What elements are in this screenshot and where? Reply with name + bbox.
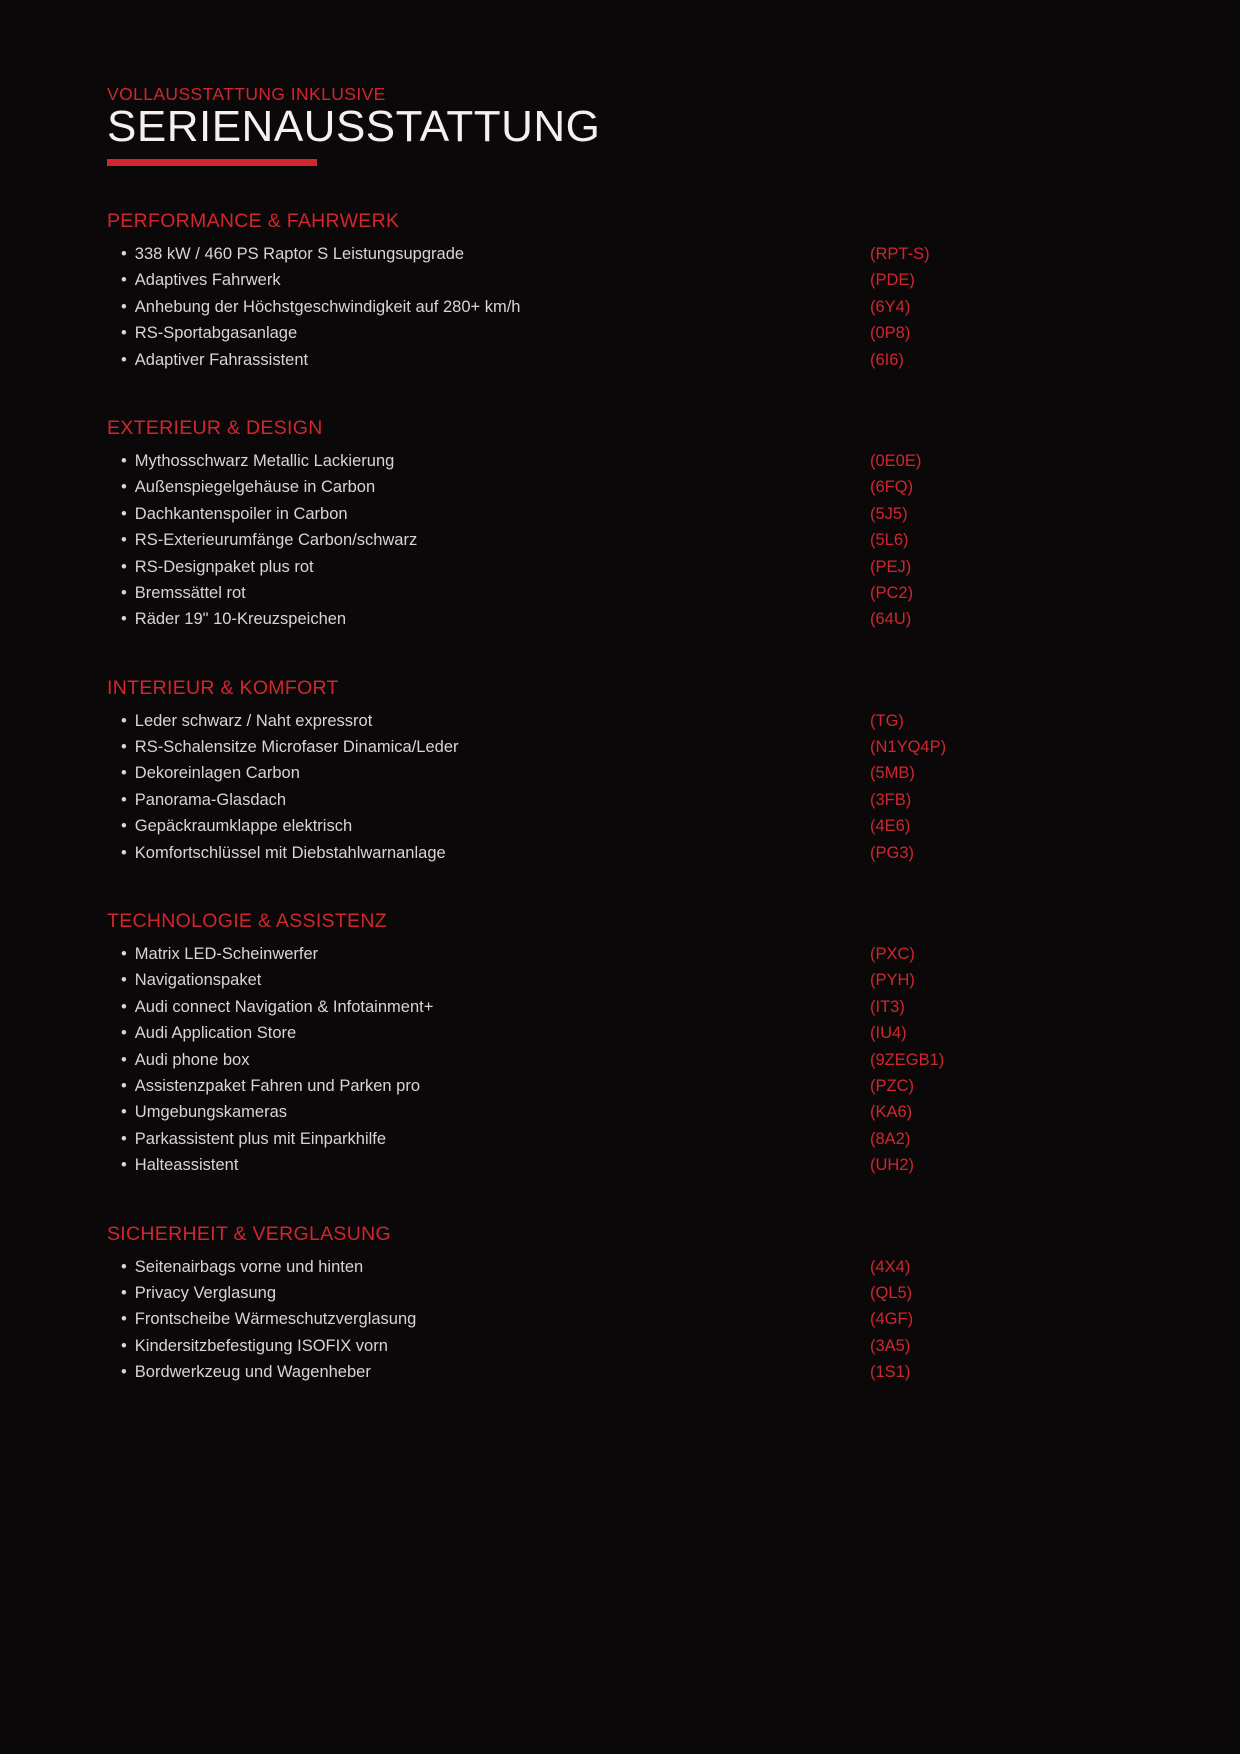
bullet-glyph: • bbox=[121, 843, 127, 862]
equipment-code: (8A2) bbox=[870, 1129, 911, 1148]
equipment-code: (6Y4) bbox=[870, 297, 911, 316]
equipment-item bbox=[107, 320, 1160, 346]
equipment-item bbox=[107, 294, 1160, 320]
bullet-glyph: • bbox=[121, 478, 127, 497]
equipment-section bbox=[107, 675, 1160, 866]
equipment-code: (PEJ) bbox=[870, 557, 912, 576]
equipment-item bbox=[107, 1254, 1160, 1280]
equipment-item bbox=[107, 734, 1160, 760]
equipment-item bbox=[107, 347, 1160, 373]
equipment-code: (RPT-S) bbox=[870, 245, 930, 263]
equipment-label: Leder schwarz / Naht expressrot bbox=[134, 711, 373, 730]
bullet-glyph: • bbox=[121, 504, 127, 523]
bullet-glyph: • bbox=[121, 610, 127, 629]
equipment-item bbox=[107, 941, 1160, 967]
equipment-label: Privacy Verglasung bbox=[134, 1283, 277, 1302]
section-items bbox=[107, 1254, 1160, 1386]
equipment-item bbox=[107, 1152, 1160, 1178]
bullet-glyph: • bbox=[121, 1024, 127, 1043]
equipment-label: Anhebung der Höchstgeschwindigkeit auf 280+ km/h bbox=[134, 297, 521, 316]
equipment-item bbox=[107, 1306, 1160, 1332]
equipment-code: (TG) bbox=[870, 711, 904, 730]
bullet-glyph: • bbox=[121, 1283, 127, 1302]
equipment-code: (1S1) bbox=[870, 1363, 911, 1382]
equipment-code: (5J5) bbox=[870, 504, 908, 523]
equipment-code: (KA6) bbox=[870, 1103, 913, 1122]
bullet-glyph: • bbox=[121, 711, 127, 730]
equipment-code: (0P8) bbox=[870, 324, 911, 343]
equipment-item bbox=[107, 1099, 1160, 1125]
equipment-label: RS-Sportabgasanlage bbox=[134, 324, 298, 343]
equipment-code: (PYH) bbox=[870, 971, 915, 990]
bullet-glyph: • bbox=[121, 997, 127, 1016]
equipment-section bbox=[107, 1221, 1160, 1386]
bullet-glyph: • bbox=[121, 350, 127, 369]
equipment-section bbox=[107, 415, 1160, 633]
equipment-code: (IU4) bbox=[870, 1024, 907, 1043]
equipment-item bbox=[107, 708, 1160, 734]
equipment-label: Audi connect Navigation & Infotainment+ bbox=[134, 997, 434, 1016]
bullet-glyph: • bbox=[121, 583, 127, 602]
equipment-item bbox=[107, 554, 1160, 580]
equipment-label: Bordwerkzeug und Wagenheber bbox=[134, 1363, 371, 1382]
equipment-label: Adaptives Fahrwerk bbox=[134, 271, 281, 290]
bullet-glyph: • bbox=[121, 1310, 127, 1329]
equipment-item bbox=[107, 813, 1160, 839]
equipment-label: Außenspiegelgehäuse in Carbon bbox=[134, 478, 376, 497]
equipment-item bbox=[107, 606, 1160, 632]
equipment-label: Bremssättel rot bbox=[134, 583, 246, 602]
equipment-label: Dachkantenspoiler in Carbon bbox=[134, 504, 348, 523]
equipment-section bbox=[107, 208, 1160, 373]
equipment-label: Audi phone box bbox=[134, 1050, 250, 1069]
title-underline-bar bbox=[107, 159, 317, 166]
equipment-label: Matrix LED-Scheinwerfer bbox=[134, 945, 319, 964]
equipment-sections bbox=[107, 208, 1160, 1386]
equipment-label: Navigationspaket bbox=[134, 971, 262, 990]
section-heading: TECHNOLOGIE & ASSISTENZ bbox=[107, 910, 387, 933]
equipment-item bbox=[107, 840, 1160, 866]
section-heading: SICHERHEIT & VERGLASUNG bbox=[107, 1222, 391, 1245]
equipment-label: Komfortschlüssel mit Diebstahlwarnanlage bbox=[134, 843, 446, 862]
bullet-glyph: • bbox=[121, 271, 127, 290]
bullet-glyph: • bbox=[121, 1050, 127, 1069]
bullet-glyph: • bbox=[121, 297, 127, 316]
equipment-item bbox=[107, 1359, 1160, 1385]
section-heading: INTERIEUR & KOMFORT bbox=[107, 676, 339, 699]
equipment-item bbox=[107, 448, 1160, 474]
equipment-item bbox=[107, 1333, 1160, 1359]
section-heading: EXTERIEUR & DESIGN bbox=[107, 416, 323, 439]
equipment-code: (3A5) bbox=[870, 1336, 911, 1355]
equipment-code: (0E0E) bbox=[870, 451, 922, 470]
bullet-glyph: • bbox=[121, 245, 127, 263]
bullet-glyph: • bbox=[121, 1129, 127, 1148]
equipment-code: (64U) bbox=[870, 610, 912, 629]
equipment-code: (PG3) bbox=[870, 843, 915, 862]
equipment-item bbox=[107, 994, 1160, 1020]
equipment-item bbox=[107, 1047, 1160, 1073]
bullet-glyph: • bbox=[121, 1336, 127, 1355]
section-items bbox=[107, 241, 1160, 373]
bullet-glyph: • bbox=[121, 1363, 127, 1382]
equipment-label: RS-Schalensitze Microfaser Dinamica/Leder bbox=[134, 738, 459, 757]
equipment-code: (9ZEGB1) bbox=[870, 1050, 945, 1069]
equipment-label: Audi Application Store bbox=[134, 1024, 297, 1043]
equipment-item bbox=[107, 1126, 1160, 1152]
equipment-label: Seitenairbags vorne und hinten bbox=[134, 1257, 364, 1276]
equipment-item bbox=[107, 1020, 1160, 1046]
equipment-code: (IT3) bbox=[870, 997, 905, 1016]
equipment-item bbox=[107, 241, 1160, 267]
equipment-code: (PDE) bbox=[870, 271, 915, 290]
equipment-code: (UH2) bbox=[870, 1156, 914, 1175]
equipment-code: (3FB) bbox=[870, 790, 912, 809]
equipment-label: Gepäckraumklappe elektrisch bbox=[134, 817, 353, 836]
equipment-code: (5L6) bbox=[870, 531, 909, 550]
equipment-item bbox=[107, 1073, 1160, 1099]
equipment-code: (5MB) bbox=[870, 764, 915, 783]
equipment-item bbox=[107, 580, 1160, 606]
section-items bbox=[107, 941, 1160, 1179]
page-header bbox=[107, 84, 1160, 166]
equipment-label: Umgebungskameras bbox=[134, 1103, 288, 1122]
bullet-glyph: • bbox=[121, 738, 127, 757]
equipment-code: (QL5) bbox=[870, 1283, 913, 1302]
equipment-item bbox=[107, 760, 1160, 786]
section-items bbox=[107, 448, 1160, 633]
equipment-label: Dekoreinlagen Carbon bbox=[134, 764, 300, 783]
bullet-glyph: • bbox=[121, 764, 127, 783]
equipment-label: Mythosschwarz Metallic Lackierung bbox=[134, 451, 395, 470]
equipment-item bbox=[107, 1280, 1160, 1306]
equipment-item bbox=[107, 967, 1160, 993]
equipment-label: Assistenzpaket Fahren und Parken pro bbox=[134, 1076, 421, 1095]
bullet-glyph: • bbox=[121, 1103, 127, 1122]
bullet-glyph: • bbox=[121, 324, 127, 343]
page-title: SERIENAUSSTATTUNG bbox=[107, 102, 601, 151]
equipment-item bbox=[107, 474, 1160, 500]
equipment-label: Räder 19" 10-Kreuzspeichen bbox=[134, 610, 347, 629]
equipment-code: (6FQ) bbox=[870, 478, 914, 497]
equipment-code: (6I6) bbox=[870, 350, 904, 369]
bullet-glyph: • bbox=[121, 1156, 127, 1175]
equipment-label: Halteassistent bbox=[134, 1156, 239, 1175]
section-items bbox=[107, 708, 1160, 866]
equipment-code: (4E6) bbox=[870, 817, 911, 836]
equipment-label: RS-Exterieurumfänge Carbon/schwarz bbox=[134, 531, 418, 550]
equipment-label: Panorama-Glasdach bbox=[134, 790, 287, 809]
equipment-code: (4GF) bbox=[870, 1310, 914, 1329]
bullet-glyph: • bbox=[121, 1257, 127, 1276]
bullet-glyph: • bbox=[121, 557, 127, 576]
equipment-label: Kindersitzbefestigung ISOFIX vorn bbox=[134, 1336, 388, 1355]
bullet-glyph: • bbox=[121, 451, 127, 470]
bullet-glyph: • bbox=[121, 971, 127, 990]
equipment-label: 338 kW / 460 PS Raptor S Leistungsupgrade bbox=[134, 245, 465, 263]
equipment-code: (4X4) bbox=[870, 1257, 911, 1276]
equipment-item bbox=[107, 267, 1160, 293]
equipment-code: (PZC) bbox=[870, 1076, 914, 1095]
equipment-code: (N1YQ4P) bbox=[870, 738, 947, 757]
bullet-glyph: • bbox=[121, 817, 127, 836]
equipment-label: Parkassistent plus mit Einparkhilfe bbox=[134, 1129, 387, 1148]
bullet-glyph: • bbox=[121, 531, 127, 550]
equipment-item bbox=[107, 527, 1160, 553]
equipment-item bbox=[107, 787, 1160, 813]
equipment-section bbox=[107, 908, 1160, 1179]
equipment-item bbox=[107, 501, 1160, 527]
equipment-label: RS-Designpaket plus rot bbox=[134, 557, 314, 576]
equipment-label: Adaptiver Fahrassistent bbox=[134, 350, 309, 369]
equipment-code: (PXC) bbox=[870, 945, 915, 964]
equipment-label: Frontscheibe Wärmeschutzverglasung bbox=[134, 1310, 417, 1329]
equipment-code: (PC2) bbox=[870, 583, 914, 602]
section-heading: PERFORMANCE & FAHRWERK bbox=[107, 210, 400, 232]
bullet-glyph: • bbox=[121, 790, 127, 809]
header-eyebrow: VOLLAUSSTATTUNG INKLUSIVE bbox=[107, 84, 386, 104]
bullet-glyph: • bbox=[121, 945, 127, 964]
bullet-glyph: • bbox=[121, 1076, 127, 1095]
